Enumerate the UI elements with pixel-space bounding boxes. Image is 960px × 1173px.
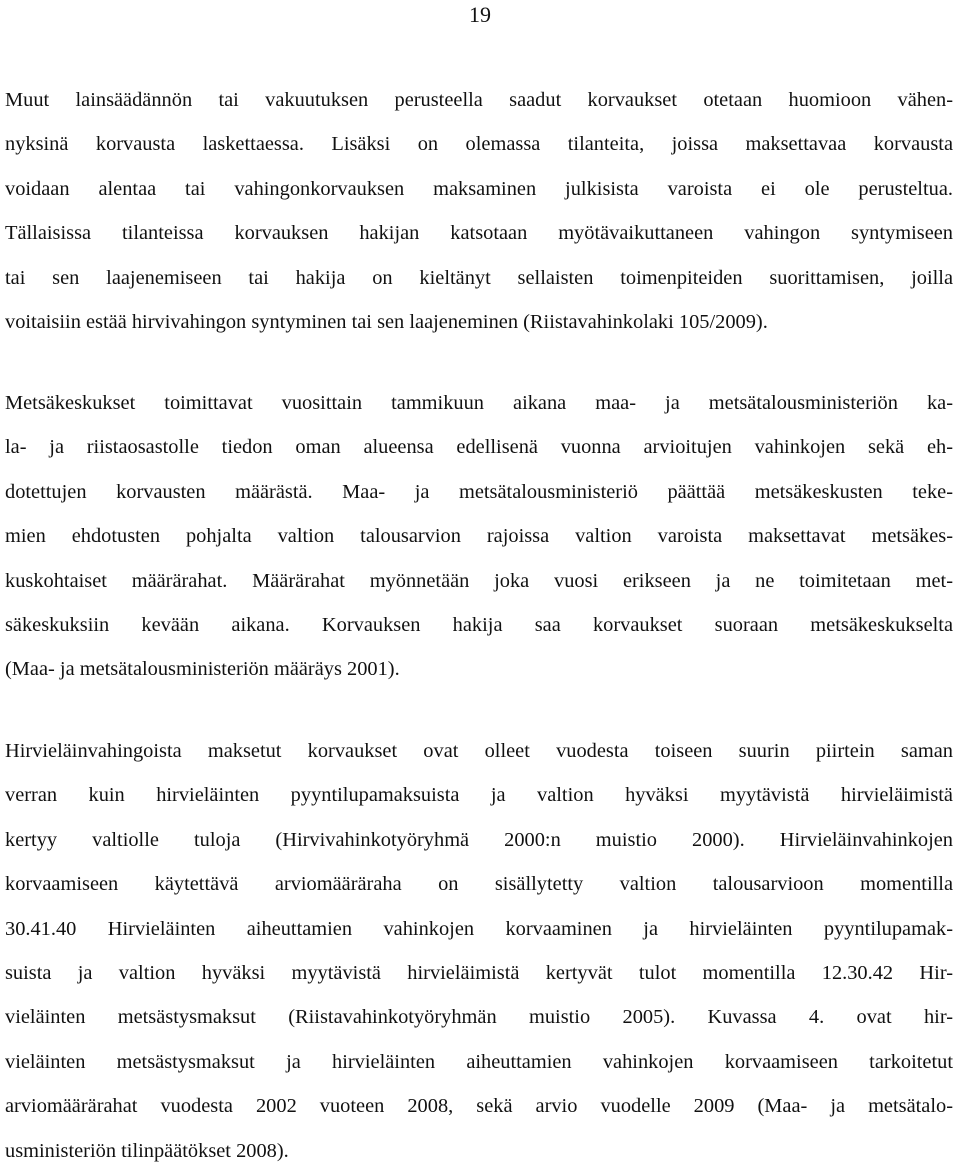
paragraph-line: voitaisiin estää hirvivahingon syntyminen tai sen laajeneminen (Riistavahinkolaki 105/2009). [5, 310, 768, 333]
paragraph-line: verran kuin hirvieläinten pyyntilupamaksuista ja valtion hyväksi myytävistä hirvieläimistä [5, 784, 953, 807]
paragraph-line: Tällaisissa tilanteissa korvauksen hakijan katsotaan myötävaikuttaneen vahingon syntymiseen [5, 222, 953, 245]
paragraph-line: säkeskuksiin kevään aikana. Korvauksen hakija saa korvaukset suoraan metsäkeskukselta [5, 613, 953, 636]
paragraph-line: Metsäkeskukset toimittavat vuosittain tammikuun aikana maa- ja metsätalousministeriön ka- [5, 392, 953, 414]
paragraph-line: tai sen laajenemiseen tai hakija on kieltänyt sellaisten toimenpiteiden suorittamisen, joilla [5, 266, 953, 289]
paragraph-line: 30.41.40 Hirvieläinten aiheuttamien vahinkojen korvaaminen ja hirvieläinten pyyntilupamak- [5, 917, 953, 940]
paragraph-line: usministeriön tilinpäätökset 2008). [5, 1139, 289, 1162]
paragraph-line: vieläinten metsästysmaksut ja hirvieläinten aiheuttamien vahinkojen korvaamiseen tarkoitetut [5, 1050, 953, 1073]
paragraph-line: korvaamiseen käytettävä arviomääräraha on sisällytetty valtion talousarvioon momentilla [5, 873, 953, 896]
paragraph-line: suista ja valtion hyväksi myytävistä hirvieläimistä kertyvät tulot momentilla 12.30.42 Hir- [5, 961, 953, 984]
paragraph-line: vieläinten metsästysmaksut (Riistavahinkotyöryhmän muistio 2005). Kuvassa 4. ovat hir- [5, 1006, 953, 1029]
paragraph-2 [5, 381, 953, 692]
paragraph-line: Muut lainsäädännön tai vakuutuksen perusteella saadut korvaukset otetaan huomioon vähen- [5, 89, 953, 111]
paragraph-line: dotettujen korvausten määrästä. Maa- ja metsätalousministeriö päättää metsäkeskusten teke- [5, 480, 953, 503]
paragraph-line: nyksinä korvausta laskettaessa. Lisäksi on olemassa tilanteita, joissa maksettavaa korvausta [5, 133, 953, 156]
paragraph-line: arviomäärärahat vuodesta 2002 vuoteen 2008, sekä arvio vuodelle 2009 (Maa- ja metsätalo- [5, 1095, 953, 1118]
paragraph-line: kertyy valtiolle tuloja (Hirvivahinkotyöryhmä 2000:n muistio 2000). Hirvieläinvahinkojen [5, 828, 953, 851]
paragraph-line: kuskohtaiset määrärahat. Määrärahat myönnetään joka vuosi erikseen ja ne toimitetaan met- [5, 569, 953, 592]
paragraph-line: voidaan alentaa tai vahingonkorvauksen maksaminen julkisista varoista ei ole perusteltua. [5, 177, 953, 200]
paragraph-line: (Maa- ja metsätalousministeriön määräys 2001). [5, 658, 400, 681]
paragraph-line: mien ehdotusten pohjalta valtion talousarvion rajoissa valtion varoista maksettavat metsäkes- [5, 525, 953, 548]
paragraph-line: Hirvieläinvahingoista maksetut korvaukset ovat olleet vuodesta toiseen suurin piirtein saman [5, 740, 953, 762]
page-number: 19 [469, 2, 491, 27]
paragraph-3 [5, 729, 953, 1173]
paragraph-line: la- ja riistaosastolle tiedon oman alueensa edellisenä vuonna arvioitujen vahinkojen sekä eh- [5, 436, 953, 459]
paragraph-1 [5, 78, 953, 344]
